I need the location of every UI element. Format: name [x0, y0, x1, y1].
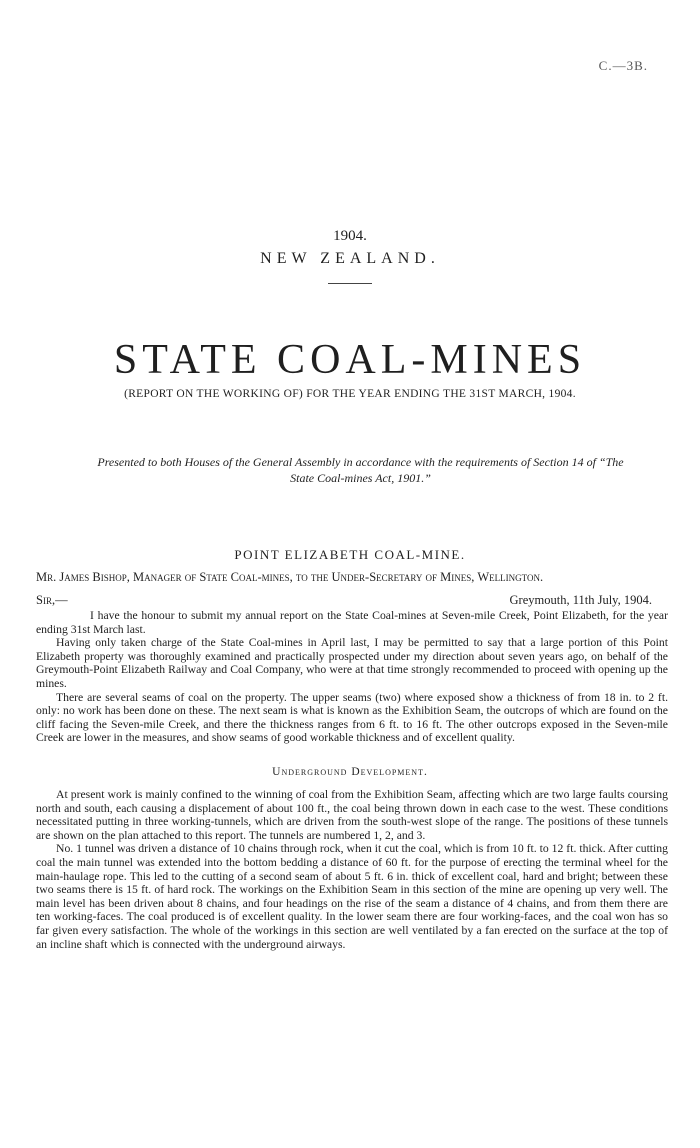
letter-addressee: Mr. James Bishop, Manager of State Coal-mines, to the Under-Secretary of Mines, Wellington.: [36, 570, 544, 584]
document-title: STATE COAL-MINES: [113, 337, 587, 383]
paragraph-faults: At present work is mainly confined to the winning of coal from the Exhibition Seam, affecting which are two large faults coursing north and south, each causing a displacement of about 100 ft., the coal being thrown down in each case to the west. These conditions necessitated putting in three working-tunnels, which are driven from the south-west slope of the range. The positions of these tunnels are shown on the plan attached to this report. The tunnels are numbered 1, 2, and 3.: [36, 788, 668, 842]
paragraph-tunnel-1: No. 1 tunnel was driven a distance of 10 chains through rock, when it cut the coal, which is from 10 ft. to 12 ft. thick. After cutting coal the main tunnel was extended into the bottom bedding a distance of 60 ft. for the purpose of erecting the terminal wheel for the main-haulage rope. This led to the cutting of a second seam of about 5 ft. 6 in. thick of excellent coal, hard and bright; between these two seams there is 15 ft. of hard rock. The workings on the Exhibition Seam in this section of the mine are opening up very well. The main level has been driven about 8 chains, and four headings on the rise of the seam a distance of 4 chains, and from them there are ten working-faces. The coal produced is of excellent quality. In the lower seam there are four working-faces, and the coal won has so far given every satisfaction. The whole of the workings in this section are well ventilated by a fan erected on the surface at the top of an incline shaft which is connected with the underground airways.: [36, 842, 668, 951]
paragraph-intro: I have the honour to submit my annual report on the State Coal-mines at Seven-mile Creek, Point Elizabeth, for the year ending 31st March last.: [36, 609, 668, 636]
paragraph-charge: Having only taken charge of the State Coal-mines in April last, I may be permitted to say that a large portion of this Point Elizabeth property was thoroughly examined and practically prospected under my direction about seven years ago, on behalf of the Greymouth-Point Elizabeth Railway and Coal Company, who were at that time strongly recommended to proceed with opening up the mines.: [36, 636, 668, 690]
letter-body-intro: [36, 609, 668, 745]
country-heading: NEW ZEALAND.: [260, 250, 440, 267]
letter-body-underground: [36, 788, 668, 951]
paragraph-seams: There are several seams of coal on the property. The upper seams (two) where exposed show a thickness of from 18 in. to 2 ft. only: no work has been done on these. The next seam is what is known as the Exhibition Seam, the outcrops of which are found on the cliff facing the Seven-mile Creek, and there the thickness ranges from 6 ft. to 16 ft. The other outcrops exposed in the Seven-mile Creek are lower in the measures, and show seams of good workable thickness and of excellent quality.: [36, 690, 668, 745]
section-heading: POINT ELIZABETH COAL-MINE.: [234, 547, 466, 562]
title-divider: [328, 283, 372, 284]
letter-place-date: Greymouth, 11th July, 1904.: [509, 593, 652, 607]
letter-salutation: Sir,—: [36, 593, 68, 607]
report-year: 1904.: [333, 228, 367, 244]
document-subtitle: (REPORT ON THE WORKING OF) FOR THE YEAR ENDING THE 31ST MARCH, 1904.: [124, 388, 576, 400]
page-reference: C.—3B.: [598, 58, 648, 73]
presentation-note: Presented to both Houses of the General Assembly in accordance with the requirements of Section 14 of “The State Coal-mines Act, 1901.”: [97, 455, 624, 485]
subheading-underground: Underground Development.: [272, 766, 428, 778]
